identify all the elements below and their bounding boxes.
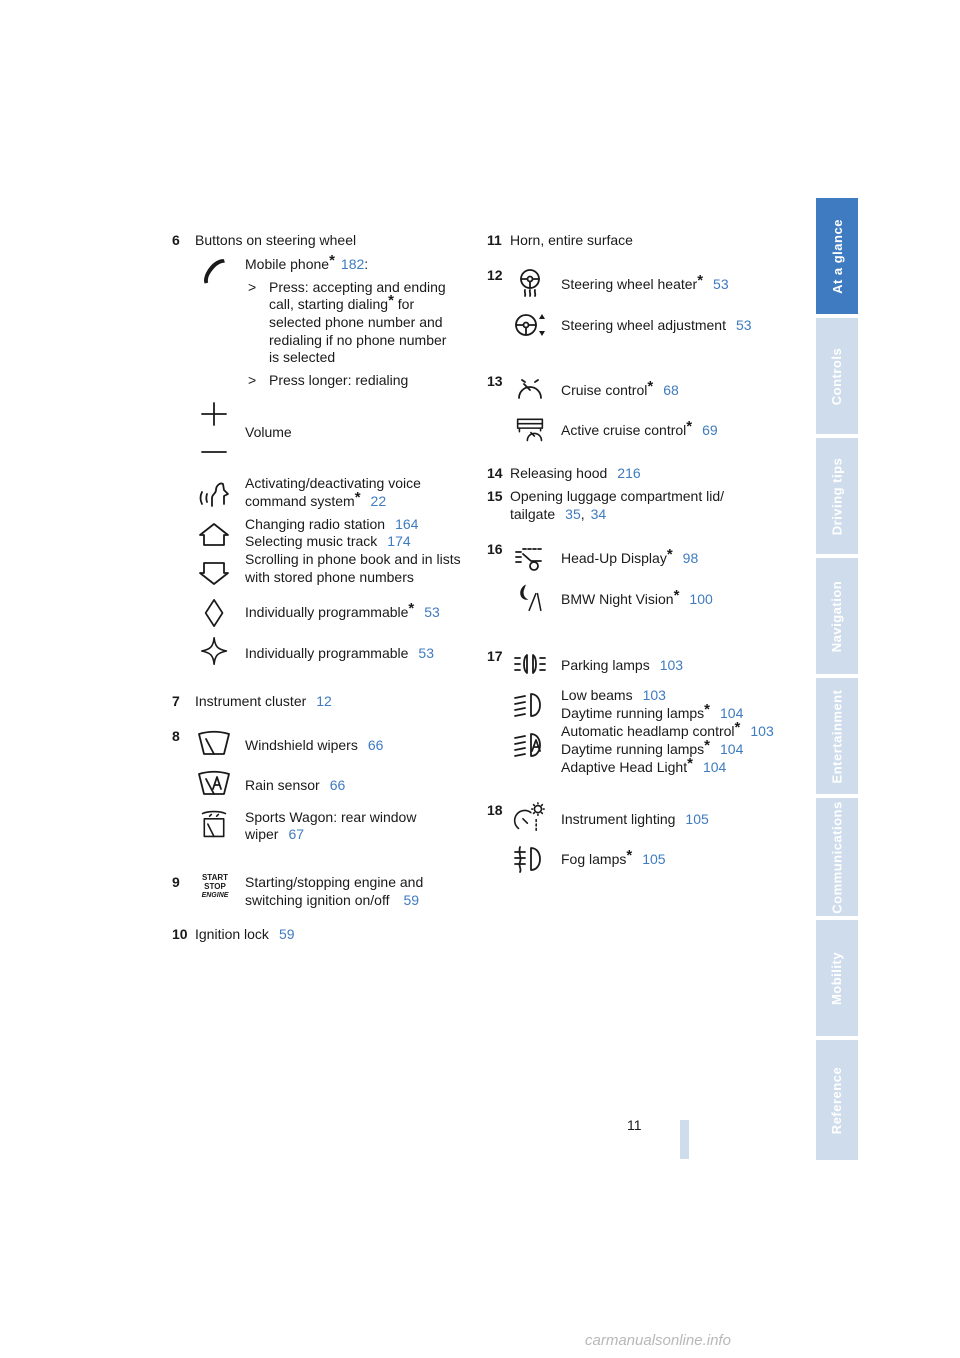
page-link[interactable]: 34: [590, 506, 607, 522]
windshield-wipers: Windshield wipers 66: [245, 737, 384, 753]
instrument-cluster: Instrument cluster 12: [195, 693, 332, 709]
tab-at-a-glance[interactable]: [816, 198, 858, 314]
tab-reference[interactable]: [816, 1040, 858, 1160]
page-link[interactable]: 105: [685, 811, 709, 827]
parking-lamps: Parking lamps 103: [561, 657, 684, 673]
low-beam-icon: [513, 690, 547, 720]
start-stop-line: switching ignition on/off 59: [245, 892, 420, 908]
fog-lamps: Fog lamps* 105: [561, 847, 666, 867]
voice-command-icon: [198, 478, 232, 508]
auto-headlamp-icon: [513, 730, 547, 760]
page-link[interactable]: 66: [329, 777, 346, 793]
page-link[interactable]: 104: [702, 759, 727, 775]
bullet-text: Press: accepting and ending: [269, 279, 446, 295]
page-link[interactable]: 59: [403, 892, 420, 908]
page-link[interactable]: 69: [702, 422, 718, 438]
ignition-lock: Ignition lock 59: [195, 926, 295, 942]
tab-label: Communications: [829, 800, 845, 914]
tab-label: At a glance: [829, 218, 845, 294]
radio-line: Changing radio station 164: [245, 516, 419, 532]
bullet-text: call, starting dialing* for: [269, 292, 415, 312]
radio-line: Selecting music track 174: [245, 533, 411, 549]
start-stop-line: Starting/stopping engine and: [245, 874, 424, 890]
tab-label: Reference: [829, 1066, 845, 1134]
item-number: 10: [172, 926, 188, 942]
phone-icon: [197, 256, 231, 292]
horn: Horn, entire surface: [510, 232, 633, 248]
section-title: Buttons on steering wheel: [195, 232, 357, 248]
page-link[interactable]: 103: [750, 723, 774, 739]
radio-line: with stored phone numbers: [245, 569, 414, 585]
head-up-display-icon: [513, 544, 547, 574]
item-number: 11: [487, 232, 502, 248]
page-link[interactable]: 104: [720, 705, 744, 721]
minus-icon: [198, 440, 232, 470]
page-link[interactable]: 53: [736, 317, 752, 333]
diamond-button-icon: [198, 598, 232, 630]
tab-label: Controls: [829, 347, 845, 405]
rear-wiper-icon: [197, 810, 231, 844]
tab-label: Mobility: [829, 951, 845, 1005]
page-link[interactable]: 67: [288, 826, 305, 842]
luggage-line: Opening luggage compartment lid/: [510, 488, 725, 504]
page-link[interactable]: 164: [395, 516, 419, 532]
page-link[interactable]: 53: [713, 276, 729, 292]
page-link[interactable]: 53: [418, 645, 434, 661]
windshield-wiper-icon: [197, 730, 231, 760]
page-link[interactable]: 104: [720, 741, 744, 757]
watermark: carmanualsonline.info: [585, 1332, 731, 1349]
steering-adjust-icon: [513, 310, 547, 340]
item-number: 15: [487, 488, 503, 504]
page-link[interactable]: 174: [387, 533, 411, 549]
low-beams: Low beams 103: [561, 687, 666, 703]
start-stop-icon: START STOP ENGINE: [201, 873, 229, 899]
page-link[interactable]: 100: [689, 591, 713, 607]
page-link[interactable]: 53: [424, 604, 440, 620]
page-number-bar: [680, 1120, 689, 1159]
fog-lamps-icon: [513, 844, 547, 874]
page-link[interactable]: 66: [367, 737, 384, 753]
daytime-running-lamps: Daytime running lamps* 104: [561, 737, 744, 757]
phone-entry: Mobile phone* 182:: [245, 252, 369, 272]
item-number: 16: [487, 541, 503, 557]
adaptive-head-light: Adaptive Head Light* 104: [561, 755, 727, 775]
tab-label: Driving tips: [829, 457, 845, 535]
page-link[interactable]: 59: [278, 926, 295, 942]
bullet-text: is selected: [269, 349, 336, 365]
page-link[interactable]: 182: [340, 256, 365, 272]
page-link[interactable]: 216: [617, 465, 641, 481]
item-number: 8: [172, 728, 180, 744]
steering-wheel-heater-icon: [513, 268, 547, 298]
rain-sensor: Rain sensor 66: [245, 777, 346, 793]
rain-sensor-icon: [197, 770, 231, 800]
arrow-up-icon: [198, 521, 232, 551]
page-link[interactable]: 105: [642, 851, 666, 867]
cruise-control: Cruise control* 68: [561, 378, 679, 398]
rear-wiper-line: Sports Wagon: rear window: [245, 809, 417, 825]
tab-driving-tips[interactable]: [816, 438, 858, 554]
item-number: 6: [172, 232, 180, 248]
page-number: 11: [627, 1117, 642, 1133]
rear-wiper-line: wiper 67: [245, 826, 305, 842]
bullet-text: selected phone number and: [269, 314, 443, 330]
voice-line: command system* 22: [245, 489, 387, 509]
voice-line: Activating/deactivating voice: [245, 475, 421, 491]
bullet-text: Press longer: redialing: [269, 372, 409, 388]
page-link[interactable]: 103: [642, 687, 666, 703]
tab-communications[interactable]: [816, 798, 858, 916]
tab-label: Entertainment: [829, 689, 845, 783]
active-cruise: Active cruise control* 69: [561, 418, 718, 438]
item-number: 14: [487, 465, 503, 481]
programmable-1: Individually programmable* 53: [245, 600, 440, 620]
page-link[interactable]: 98: [682, 550, 699, 566]
page-link[interactable]: 35: [565, 506, 581, 522]
page-link[interactable]: 68: [663, 382, 679, 398]
item-number: 18: [487, 802, 503, 818]
active-cruise-icon: [513, 414, 547, 448]
bullet-marker: >: [248, 372, 257, 388]
radio-line: Scrolling in phone book and in lists: [245, 551, 461, 567]
arrow-down-icon: [198, 559, 232, 589]
page-link[interactable]: 12: [316, 693, 332, 709]
tab-mobility[interactable]: [816, 920, 858, 1036]
steering-heater: Steering wheel heater* 53: [561, 272, 729, 292]
instrument-lighting-icon: [513, 802, 547, 836]
page-link[interactable]: 103: [659, 657, 684, 673]
parking-lamps-icon: [513, 650, 547, 680]
star-button-icon: [198, 636, 232, 670]
item-number: 9: [172, 874, 180, 890]
bullet-marker: >: [248, 279, 257, 295]
plus-icon: [198, 400, 232, 430]
tab-navigation[interactable]: [816, 558, 858, 674]
tab-label: Navigation: [829, 580, 845, 652]
head-up-display: Head-Up Display* 98: [561, 546, 699, 566]
tab-controls[interactable]: [816, 318, 858, 434]
cruise-control-icon: [513, 375, 547, 405]
item-number: 17: [487, 648, 503, 664]
item-number: 12: [487, 267, 503, 283]
luggage-line: tailgate 35, 34: [510, 506, 607, 522]
automatic-headlamp: Automatic headlamp control* 103: [561, 719, 774, 739]
bullet-text: redialing if no phone number: [269, 332, 447, 348]
item-number: 13: [487, 373, 503, 389]
item-number: 7: [172, 693, 180, 709]
steering-adjust: Steering wheel adjustment 53: [561, 317, 752, 333]
instrument-lighting: Instrument lighting 105: [561, 811, 709, 827]
programmable-2: Individually programmable 53: [245, 645, 434, 661]
page-link[interactable]: 22: [370, 493, 387, 509]
night-vision: BMW Night Vision* 100: [561, 587, 713, 607]
volume-label: Volume: [245, 424, 292, 440]
tab-entertainment[interactable]: [816, 678, 858, 794]
night-vision-icon: [513, 582, 547, 618]
releasing-hood: Releasing hood 216: [510, 465, 641, 481]
daytime-running-lamps: Daytime running lamps* 104: [561, 701, 744, 721]
